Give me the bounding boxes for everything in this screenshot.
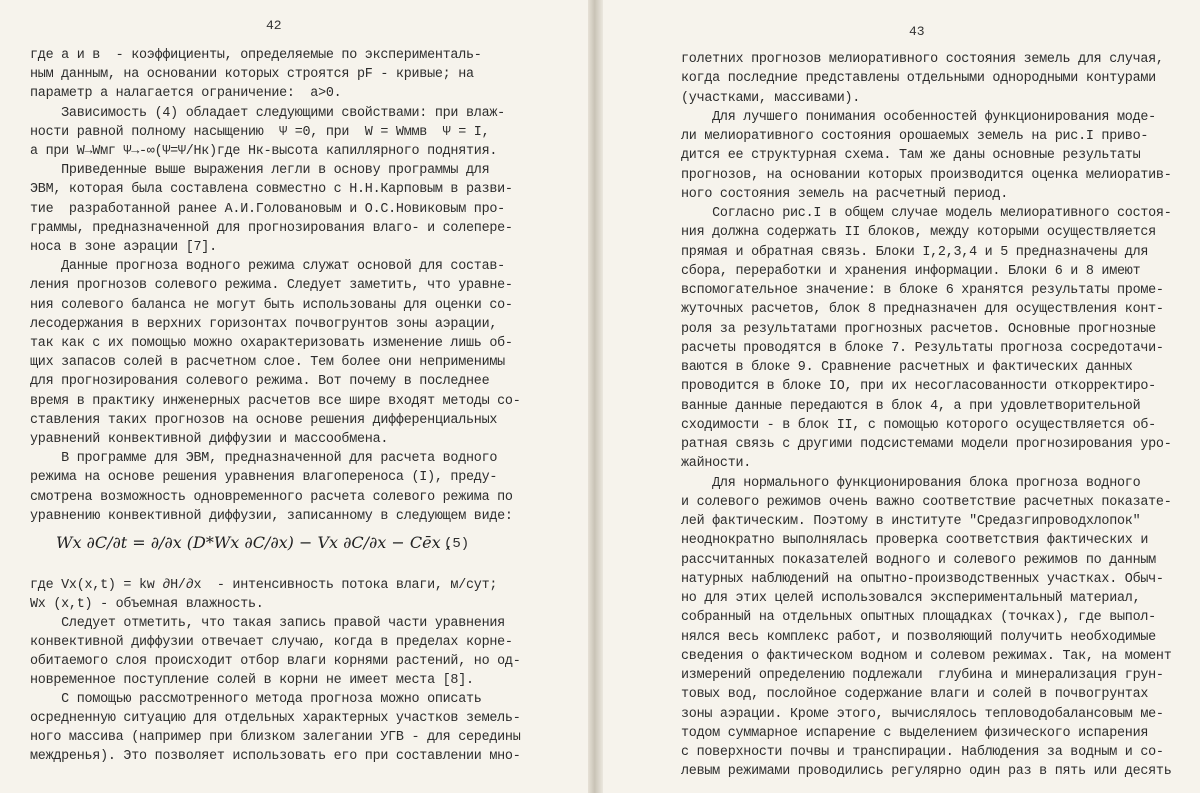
text-line: где Vx(x,t) = kw ∂H/∂x - интенсивность потока влаги, м/сут; xyxy=(30,578,498,593)
text-line: смотрена возможность одновременного расчета солевого режима по xyxy=(30,489,513,505)
right-page xyxy=(603,0,1200,793)
text-line: щих запасов солей в расчетном слое. Тем более они неприменимы xyxy=(30,355,505,371)
equation-5: Wx ∂C/∂t = ∂/∂x (D*Wx ∂C/∂x) − Vx ∂C/∂x − Cēx , xyxy=(56,533,451,552)
text-line: Для нормального функционирования блока прогноза водного xyxy=(681,475,1141,491)
text-line: Wx (x,t) - объемная влажность. xyxy=(30,597,264,612)
text-line: ваются в блоке 9. Сравнение расчетных и фактических данных xyxy=(681,360,1133,375)
page-number-right: 43 xyxy=(909,24,925,39)
text-line: когда последние представлены отдельными однородными контурами xyxy=(681,71,1156,87)
text-line: сходимости - в блок II, с помощью которого осуществляется об- xyxy=(681,417,1156,433)
text-line: (участками, массивами). xyxy=(681,90,861,106)
text-line: режима на основе решения уравнения влагопереноса (I), преду- xyxy=(30,470,498,486)
text-line: ния солевого баланса не могут быть использованы для оценки со- xyxy=(30,297,513,313)
text-line: междренья). Это позволяет использовать его при составлении мно- xyxy=(30,749,521,764)
text-line: измерений определению подлежали глубина и минерализация грун- xyxy=(681,668,1164,683)
text-line: ления прогнозов солевого режима. Следует заметить, что уравне- xyxy=(30,278,513,294)
equation-number: (5) xyxy=(444,536,470,552)
text-line: время в практику инженерных расчетов все шире входят методы со- xyxy=(30,393,521,409)
text-line: натурных наблюдений на опытно-производственных участках. Обыч- xyxy=(681,571,1164,587)
text-line: прогнозов, на основании которых производится оценка мелиоратив- xyxy=(681,167,1172,183)
text-line: конвективной диффузии отвечает случаю, когда в пределах корне- xyxy=(30,635,513,650)
text-line: ратная связь с другими подсистемами модели прогнозирования уро- xyxy=(681,437,1172,452)
text-line: уравнению конвективной диффузии, записанному в следующем виде: xyxy=(30,508,513,524)
text-line: Для лучшего понимания особенностей функционирования моде- xyxy=(681,109,1156,125)
text-line: прямая и обратная связь. Блоки I,2,3,4 и 5 предназначены для xyxy=(681,244,1149,260)
text-line: дится ее структурная схема. Там же даны основные результаты xyxy=(681,148,1141,164)
text-line: ставления таких прогнозов на основе решения дифференциальных xyxy=(30,412,498,428)
text-line: рассчитанных показателей водного и солевого режимов по данным xyxy=(681,552,1156,568)
book-gutter xyxy=(588,0,603,793)
text-line: но для этих целей использовался экспериментальный материал, xyxy=(681,591,1141,606)
text-line: голетних прогнозов мелиоративного состояния земель для случая, xyxy=(681,52,1164,67)
text-line: ным данным, на основании которых строятся pF - кривые; на xyxy=(30,67,474,83)
text-line: товых вод, послойное содержание влаги и солей в почвогрунтах xyxy=(681,687,1149,703)
text-line: ния должна содержать II блоков, между которыми осуществляется xyxy=(681,225,1156,241)
text-line: с поверхности почвы и транспирации. Наблюдения за водным и со- xyxy=(681,745,1164,760)
text-line: так как с их помощью можно охарактеризовать изменение лишь об- xyxy=(30,336,513,351)
text-line: тодом суммарное испарение с выделением физического испарения xyxy=(681,725,1149,741)
text-line: лей фактическим. Поэтому в институте "Средазгипроводхлопок" xyxy=(681,514,1141,529)
text-line: уравнений конвективной диффузии и массообмена. xyxy=(30,432,389,447)
text-line: сбора, переработки и хранения информации. Блоки 6 и 8 имеют xyxy=(681,263,1141,279)
text-line: ного массива (например при близком залегании УГВ - для середины xyxy=(30,730,521,745)
text-line: сведения о фактическом водном и солевом режимах. Так, на момент xyxy=(681,648,1172,664)
text-line: В программе для ЭВМ, предназначенной для расчета водного xyxy=(30,451,498,467)
text-line: а при W→Wмг Ψ→-∞(Ψ=Ψ/Hк)где Hк-высота капиллярного поднятия. xyxy=(30,144,498,159)
text-line: жайности. xyxy=(681,456,752,472)
text-line: нялся весь комплекс работ, и позволяющий получить необходимые xyxy=(681,629,1156,645)
text-line: вспомогательное значение: в блоке 6 хранятся результаты проме- xyxy=(681,283,1164,298)
text-line: жуточных расчетов, блок 8 предназначен для осуществления конт- xyxy=(681,302,1164,318)
text-line: Приведенные выше выражения легли в основу программы для xyxy=(30,163,490,179)
left-page xyxy=(0,0,588,793)
text-line: проводится в блоке IO, при их несогласованности откорректиро- xyxy=(681,379,1156,395)
text-line: осредненную ситуацию для отдельных характерных участков земель- xyxy=(30,711,521,726)
text-line: лесодержания в верхних горизонтах почвогрунтов зоны аэрации, xyxy=(30,316,498,332)
text-line: для прогнозирования солевого режима. Вот почему в последнее xyxy=(30,374,490,390)
text-line: расчеты проводятся в блоке 7. Результаты прогноза сосредотачи- xyxy=(681,340,1164,356)
text-line: собранный на отдельных опытных площадках (точках), где выпол- xyxy=(681,610,1156,626)
text-line: зоны аэрации. Кроме этого, вычислялось тепловодобалансовым ме- xyxy=(681,706,1164,722)
text-line: С помощью рассмотренного метода прогноза можно описать xyxy=(30,692,482,707)
text-line: обитаемого слоя происходит отбор влаги корнями растений, но од- xyxy=(30,654,521,669)
text-line: и солевого режимов очень важно соответствие расчетных показате- xyxy=(681,494,1172,510)
text-line: Зависимость (4) обладает следующими свойствами: при влаж- xyxy=(30,105,505,121)
text-line: ли мелиоративного состояния орошаемых земель на рис.I приво- xyxy=(681,129,1149,144)
text-line: неоднократно выполнялась проверка соответствия фактических и xyxy=(681,533,1149,549)
text-line: Следует отметить, что такая запись правой части уравнения xyxy=(30,616,505,631)
text-line: ного состояния земель на расчетный период. xyxy=(681,186,1008,202)
text-line: параметр a налагается ограничение: a>0. xyxy=(30,86,342,102)
text-line: левым режимами проводились регулярно один раз в пять или десять xyxy=(681,764,1172,780)
text-line: где a и в - коэффициенты, определяемые по эксперименталь- xyxy=(30,48,482,63)
text-line: Данные прогноза водного режима служат основой для состав- xyxy=(30,259,505,275)
text-line: носа в зоне аэрации [7]. xyxy=(30,240,217,255)
text-line: роля за результатами прогнозных расчетов. Основные прогнозные xyxy=(681,321,1156,337)
text-line: ности равной полному насыщению Ψ =0, при W = Wммв Ψ = I, xyxy=(30,124,490,140)
text-line: граммы, предназначенной для прогнозирования влаго- и солепере- xyxy=(30,220,513,236)
text-line: Согласно рис.I в общем случае модель мелиоративного состоя- xyxy=(681,206,1172,221)
page-number-left: 42 xyxy=(266,18,282,33)
text-line: новременное поступление солей в корни не имеет места [8]. xyxy=(30,673,474,688)
text-line: ЭВМ, которая была составлена совместно с Н.Н.Карповым в разви- xyxy=(30,182,513,198)
text-line: ванные данные передаются в блок 4, а при удовлетворительной xyxy=(681,398,1141,414)
text-line: тие разработанной ранее А.И.Головановым и О.С.Новиковым про- xyxy=(30,201,505,217)
